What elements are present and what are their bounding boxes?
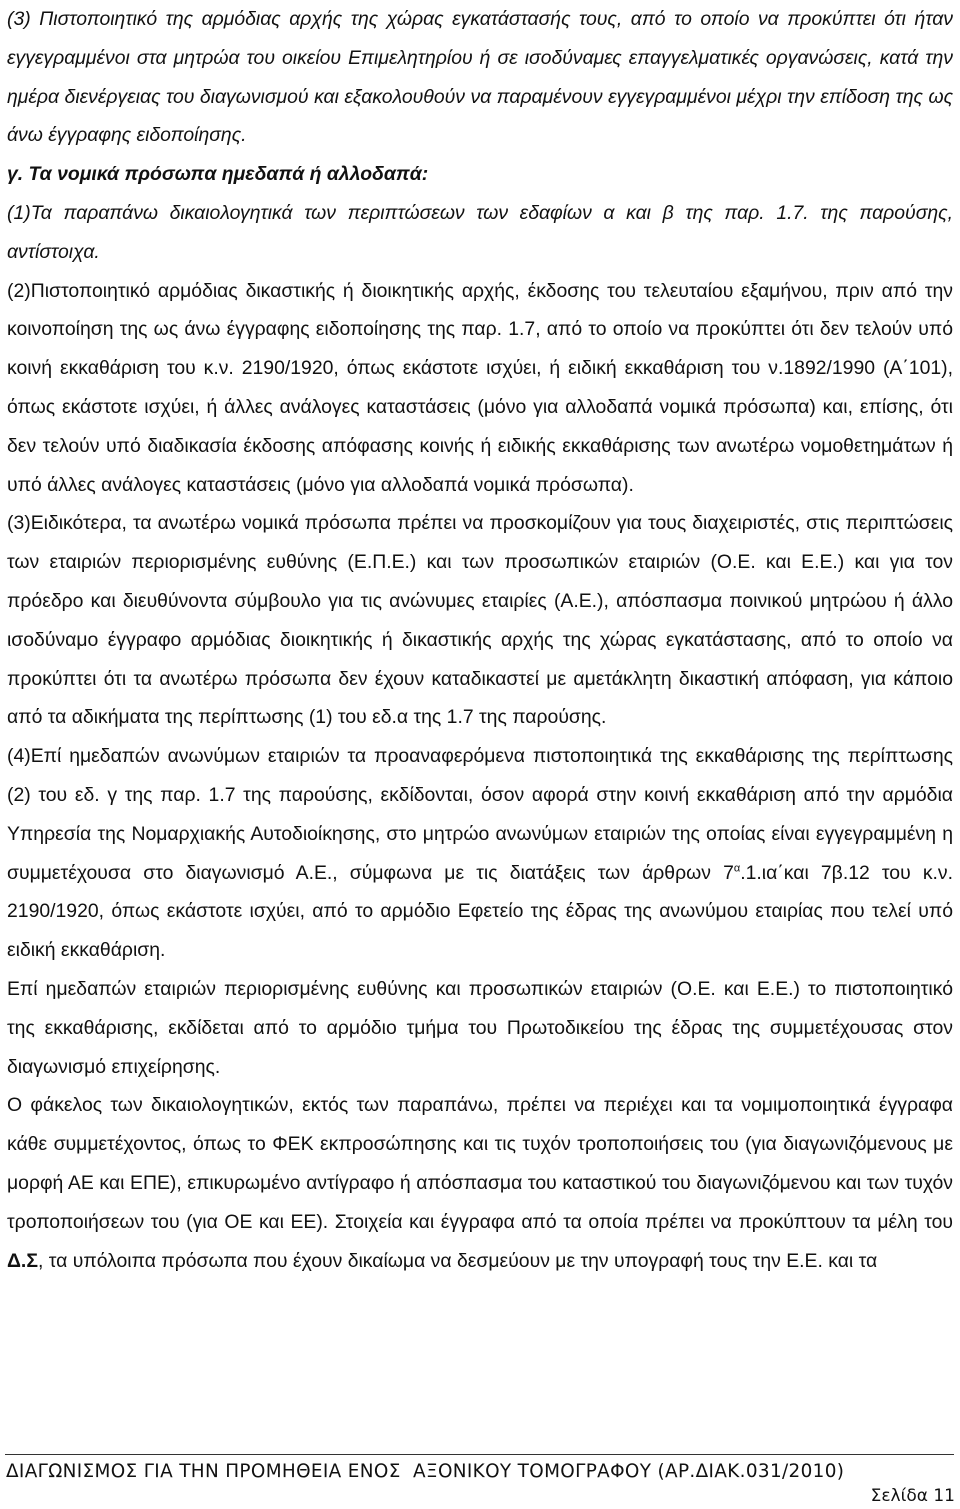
paragraph-item-4-text-b: .1.ια΄και 7β.12 του κ.ν. 2190/1920, όπως εκάστοτε ισχύει, από το αρμόδιο Εφετείο της έδρας της ανωνύμου εταιρίας που τελεί υπό ειδική εκκαθάριση. bbox=[7, 861, 953, 962]
paragraph-item-3: (3)Ειδικότερα, τα ανωτέρω νομικά πρόσωπα πρέπει να προσκομίζουν για τους διαχειριστές, στις περιπτώσεις των εταιριών περιορισμένης ευθύνης (Ε.Π.Ε.) και των προσωπικών εταιριών (Ο.Ε. και Ε.Ε.) και για τον πρόεδρο και διευθύνοντα σύμβουλο για τις ανώνυμες εταιρίες (Α.Ε.), απόσπασμα ποινικού μητρώου ή άλλο ισοδύναμο έγγραφο αρμόδιας διοικητικής ή δικαστικής αρχής της χώρας εγκατάστασης, από το οποίο να προκύπτει ότι τα ανωτέρω πρόσωπα δεν έχουν καταδικαστεί με αμετάκλητη δικαστική απόφαση, για κάποιο από τα αδικήματα της περίπτωσης (1) του εδ.α της 1.7 της παρούσης. bbox=[7, 512, 953, 729]
board-abbreviation: Δ.Σ bbox=[7, 1249, 38, 1272]
footer-title: ΔΙΑΓΩΝΙΣΜΟΣ ΓΙΑ ΤΗΝ ΠΡΟΜΗΘΕΙΑ ΕΝΟΣ ΑΞΟΝΙΚΟΥ ΤΟΜΟΓΡΑΦΟΥ (ΑΡ.ΔΙΑΚ.031/2010) bbox=[6, 1461, 845, 1482]
section-heading-legal-entities: γ. Τα νομικά πρόσωπα ημεδαπά ή αλλοδαπά: bbox=[7, 163, 429, 186]
paragraph-item-4 bbox=[7, 737, 953, 970]
superscript-alpha: α bbox=[733, 862, 741, 875]
paragraph-certificate-registration: (3) Πιστοποιητικό της αρμόδιας αρχής της χώρας εγκατάστασής τους, από το οποίο να προκύπτει ότι ήταν εγγεγραμμένοι στα μητρώα του οικείου Επιμελητηρίου ή σε ισοδύναμες επαγγελματικές οργανώσεις, κατά την ημέρα διενέργειας του διαγωνισμού και εξακολουθούν να παραμένουν εγγεγραμμένοι μέχρι την επίδοση της ως άνω έγγραφης ειδοποίησης. bbox=[7, 8, 953, 147]
footer-divider bbox=[5, 1454, 954, 1455]
paragraph-limited-companies: Επί ημεδαπών εταιριών περιορισμένης ευθύνης και προσωπικών εταιριών (Ο.Ε. και Ε.Ε.) το πιστοποιητικό της εκκαθάρισης, εκδίδεται από το αρμόδιο τμήμα του Πρωτοδικείου της έδρας της συμμετέχουσας στον διαγωνισμό επιχείρησης. bbox=[7, 977, 953, 1078]
paragraph-documents-text-b: , τα υπόλοιπα πρόσωπα που έχουν δικαίωμα να δεσμεύουν με την υπογραφή τους την Ε.Ε. και τα bbox=[37, 1249, 878, 1272]
document-body bbox=[7, 0, 953, 1280]
paragraph-item-1: (1)Τα παραπάνω δικαιολογητικά των περιπτώσεων των εδαφίων α και β της παρ. 1.7. της παρούσης, αντίστοιχα. bbox=[7, 201, 953, 263]
paragraph-item-2: (2)Πιστοποιητικό αρμόδιας δικαστικής ή διοικητικής αρχής, έκδοσης του τελευταίου εξαμήνου, πριν από την κοινοποίηση της ως άνω έγγραφης ειδοποίησης της παρ. 1.7, από το οποίο να προκύπτει ότι δεν τελούν υπό κοινή εκκαθάριση του κ.ν. 2190/1920, όπως εκάστοτε ισχύει, ή ειδική εκκαθάριση του ν.1892/1990 (Α΄101), όπως εκάστοτε ισχύει, ή άλλες ανάλογες καταστάσεις (μόνο για αλλοδαπά νομικά πρόσωπα) και, επίσης, ότι δεν τελούν υπό διαδικασία έκδοσης απόφασης κοινής ή ειδικής εκκαθάρισης των ανωτέρω νομοθετημάτων ή υπό άλλες ανάλογες καταστάσεις (μόνο για αλλοδαπά νομικά πρόσωπα). bbox=[7, 279, 953, 496]
paragraph-documents-folder bbox=[7, 1086, 953, 1280]
paragraph-documents-text-a: Ο φάκελος των δικαιολογητικών, εκτός των παραπάνω, πρέπει να περιέχει και τα νομιμοποιητικά έγγραφα κάθε συμμετέχοντος, όπως το ΦΕΚ εκπροσώπησης και τις τυχόν τροποποιήσεις του (για διαγωνιζόμενους με μορφή ΑΕ και ΕΠΕ), επικυρωμένο αντίγραφο ή απόσπασμα του καταστικού του διαγωνιζόμενου και των τυχόν τροποποιήσεων του (για ΟΕ και ΕΕ). Στοιχεία και έγγραφα από τα οποία πρέπει να προκύπτουν τα μέλη του bbox=[7, 1094, 953, 1233]
page-number: Σελίδα 11 bbox=[870, 1486, 955, 1506]
paragraph-item-4-text-a: (4)Επί ημεδαπών ανωνύμων εταιριών τα προαναφερόμενα πιστοποιητικά της εκκαθάρισης της περίπτωσης (2) του εδ. γ της παρ. 1.7 της παρούσης, εκδίδονται, όσον αφορά στην κοινή εκκαθάριση από την αρμόδια Υπηρεσία της Νομαρχιακής Αυτοδιοίκησης, στο μητρώο ανωνύμων εταιριών της οποίας είναι εγγεγραμμένη η συμμετέχουσα στο διαγωνισμό Α.Ε., σύμφωνα με τις διατάξεις των άρθρων 7 bbox=[7, 745, 953, 884]
